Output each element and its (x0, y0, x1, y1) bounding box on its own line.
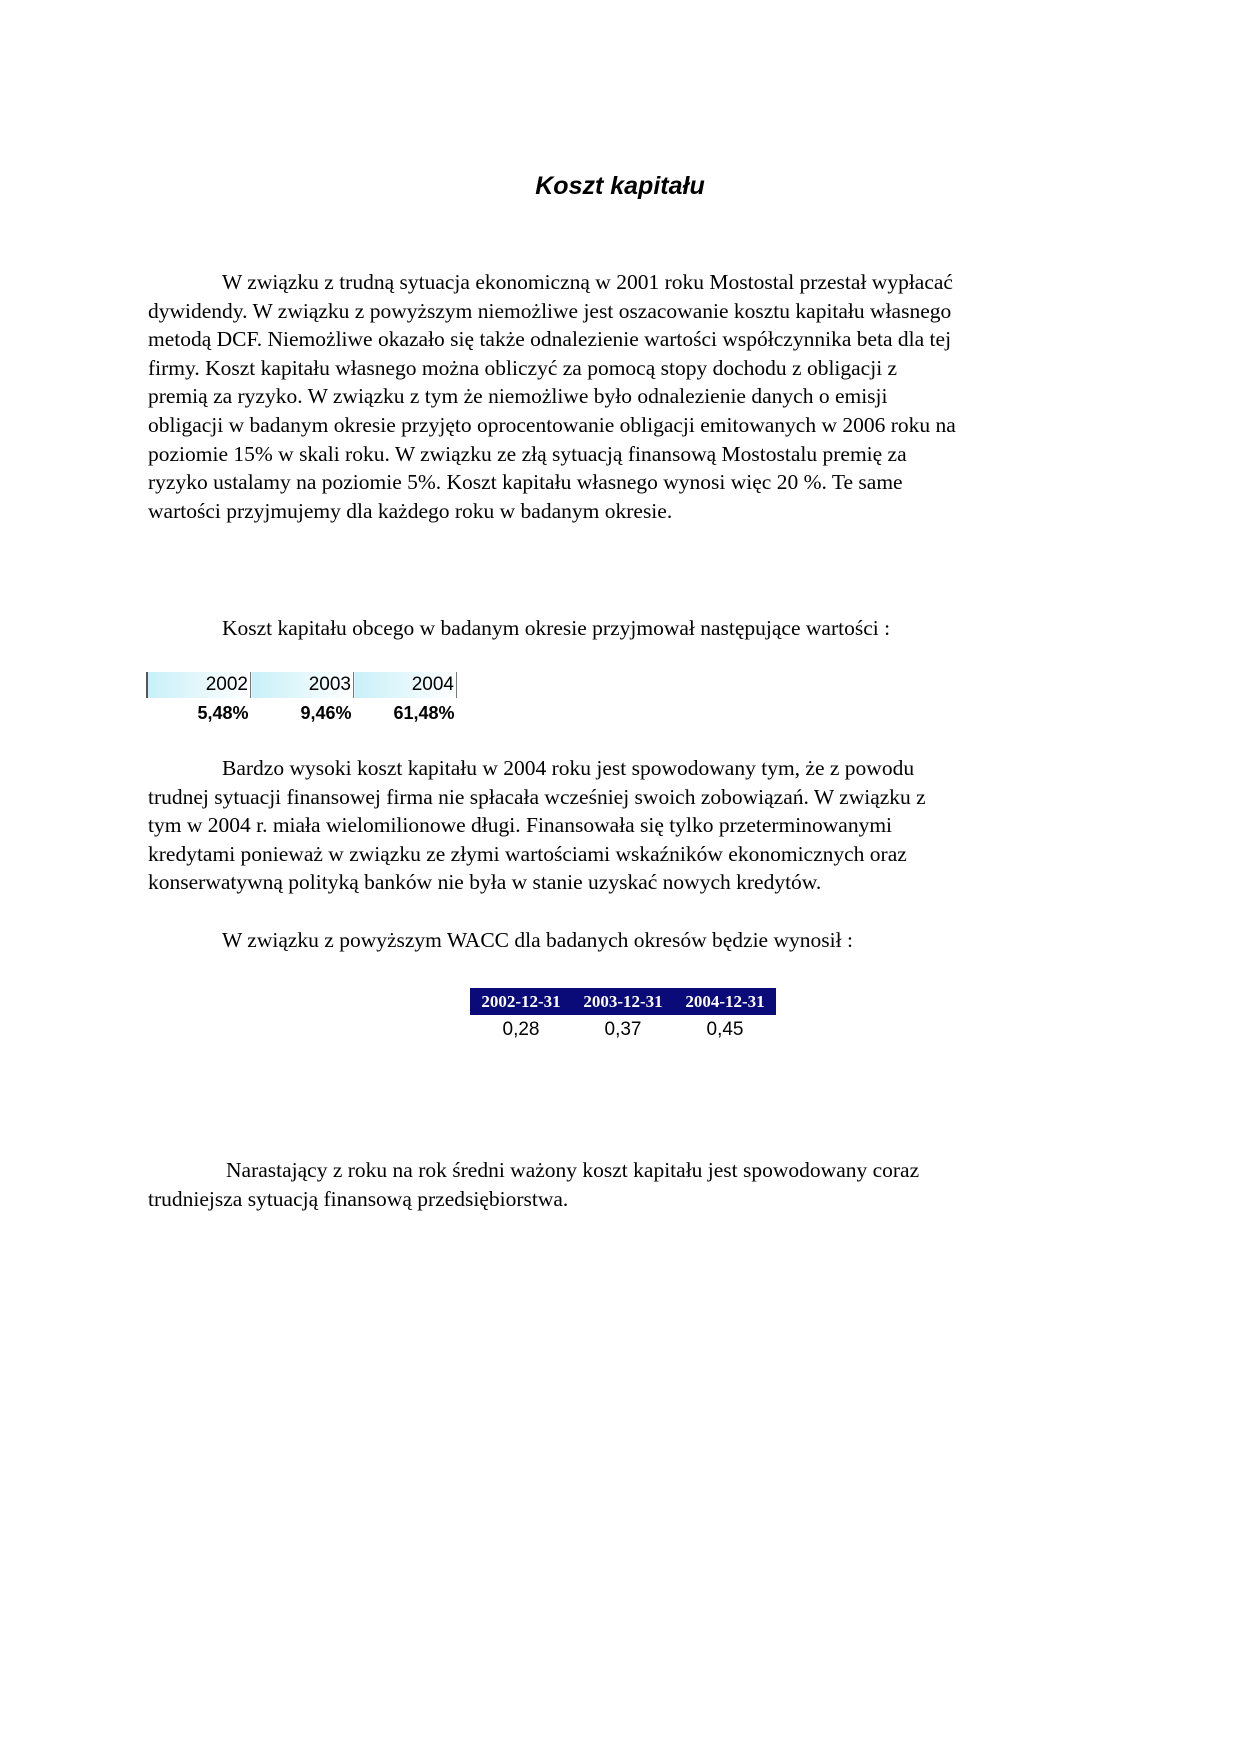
text-line: wartości przyjmujemy dla każdego roku w badanym okresie. (148, 498, 673, 523)
paragraph-conclusion (148, 1156, 1098, 1213)
text-line: trudnej sytuacji finansowej firma nie spłacała wcześniej swoich zobowiązań. W związku z (148, 784, 926, 809)
value-cell: 0,28 (502, 1019, 540, 1040)
wacc-table (470, 988, 776, 1045)
text-line: W związku z powyższym WACC dla badanych okresów będzie wynosił : (222, 928, 853, 952)
table-header-row (470, 988, 776, 1015)
value-cell: 61,48% (393, 702, 455, 723)
year-cell: 2004 (354, 672, 457, 698)
text-line: Narastający z roku na rok średni ważony koszt kapitału jest spowodowany coraz (226, 1158, 920, 1182)
text-line: tym w 2004 r. miała wielomilionowe długi. Finansowała się tylko przeterminowanymi (148, 813, 893, 838)
text-line: premią za ryzyko. W związku z tym że niemożliwe było odnalezienie danych o emisji (148, 384, 888, 409)
text-line: konserwatywną polityką banków nie była w stanie uzyskać nowych kredytów. (148, 870, 822, 895)
text-line: ryzyko ustalamy na poziomie 5%. Koszt kapitału własnego wynosi więc 20 %. Te same (148, 470, 903, 495)
paragraph-wacc-intro (148, 926, 1098, 955)
year-cell: 2003 (251, 672, 354, 698)
text-line: W związku z trudną sytuacja ekonomiczną w 2001 roku Mostostal przestał wypłacać (222, 270, 953, 294)
text-line: Bardzo wysoki koszt kapitału w 2004 roku jest spowodowany tym, że z powodu (222, 756, 915, 780)
value-cell: 5,48% (197, 702, 249, 723)
text-line: metodą DCF. Niemożliwe okazało się także odnalezienie wartości współczynnika beta dla tej (148, 327, 952, 352)
year-cell: 2002 (147, 672, 251, 698)
text-line: obligacji w badanym okresie przyjęto oprocentowanie obligacji emitowanych w 2006 roku na (148, 412, 956, 437)
value-cell: 0,45 (706, 1019, 744, 1040)
table-header-row (147, 672, 457, 698)
value-cell: 9,46% (300, 702, 352, 723)
text-line: firmy. Koszt kapitału własnego można obliczyć za pomocą stopy dochodu z obligacji z (148, 355, 898, 380)
paragraph-cost-of-equity (148, 268, 1098, 525)
text-line: poziomie 15% w skali roku. W związku ze złą sytuacją finansową Mostostalu premię za (148, 441, 907, 466)
value-cell: 0,37 (604, 1019, 642, 1040)
text-line: dywidendy. W związku z powyższym niemożliwe jest oszacowanie kosztu kapitału własnego (148, 298, 952, 323)
date-cell: 2004-12-31 (674, 988, 776, 1015)
date-cell: 2002-12-31 (470, 988, 572, 1015)
table-row (147, 698, 457, 726)
page-title: Koszt kapitału (535, 172, 705, 200)
table-row (470, 1015, 776, 1045)
cost-of-debt-table (146, 672, 457, 726)
text-line: Koszt kapitału obcego w badanym okresie przyjmował następujące wartości : (222, 616, 891, 640)
date-cell: 2003-12-31 (572, 988, 674, 1015)
paragraph-cost-of-debt-intro (148, 614, 1098, 643)
text-line: kredytami ponieważ w związku ze złymi wartościami wskaźników ekonomicznych oraz (148, 841, 907, 866)
paragraph-debt-explanation (148, 754, 1098, 897)
text-line: trudniejsza sytuacją finansową przedsiębiorstwa. (148, 1186, 569, 1211)
